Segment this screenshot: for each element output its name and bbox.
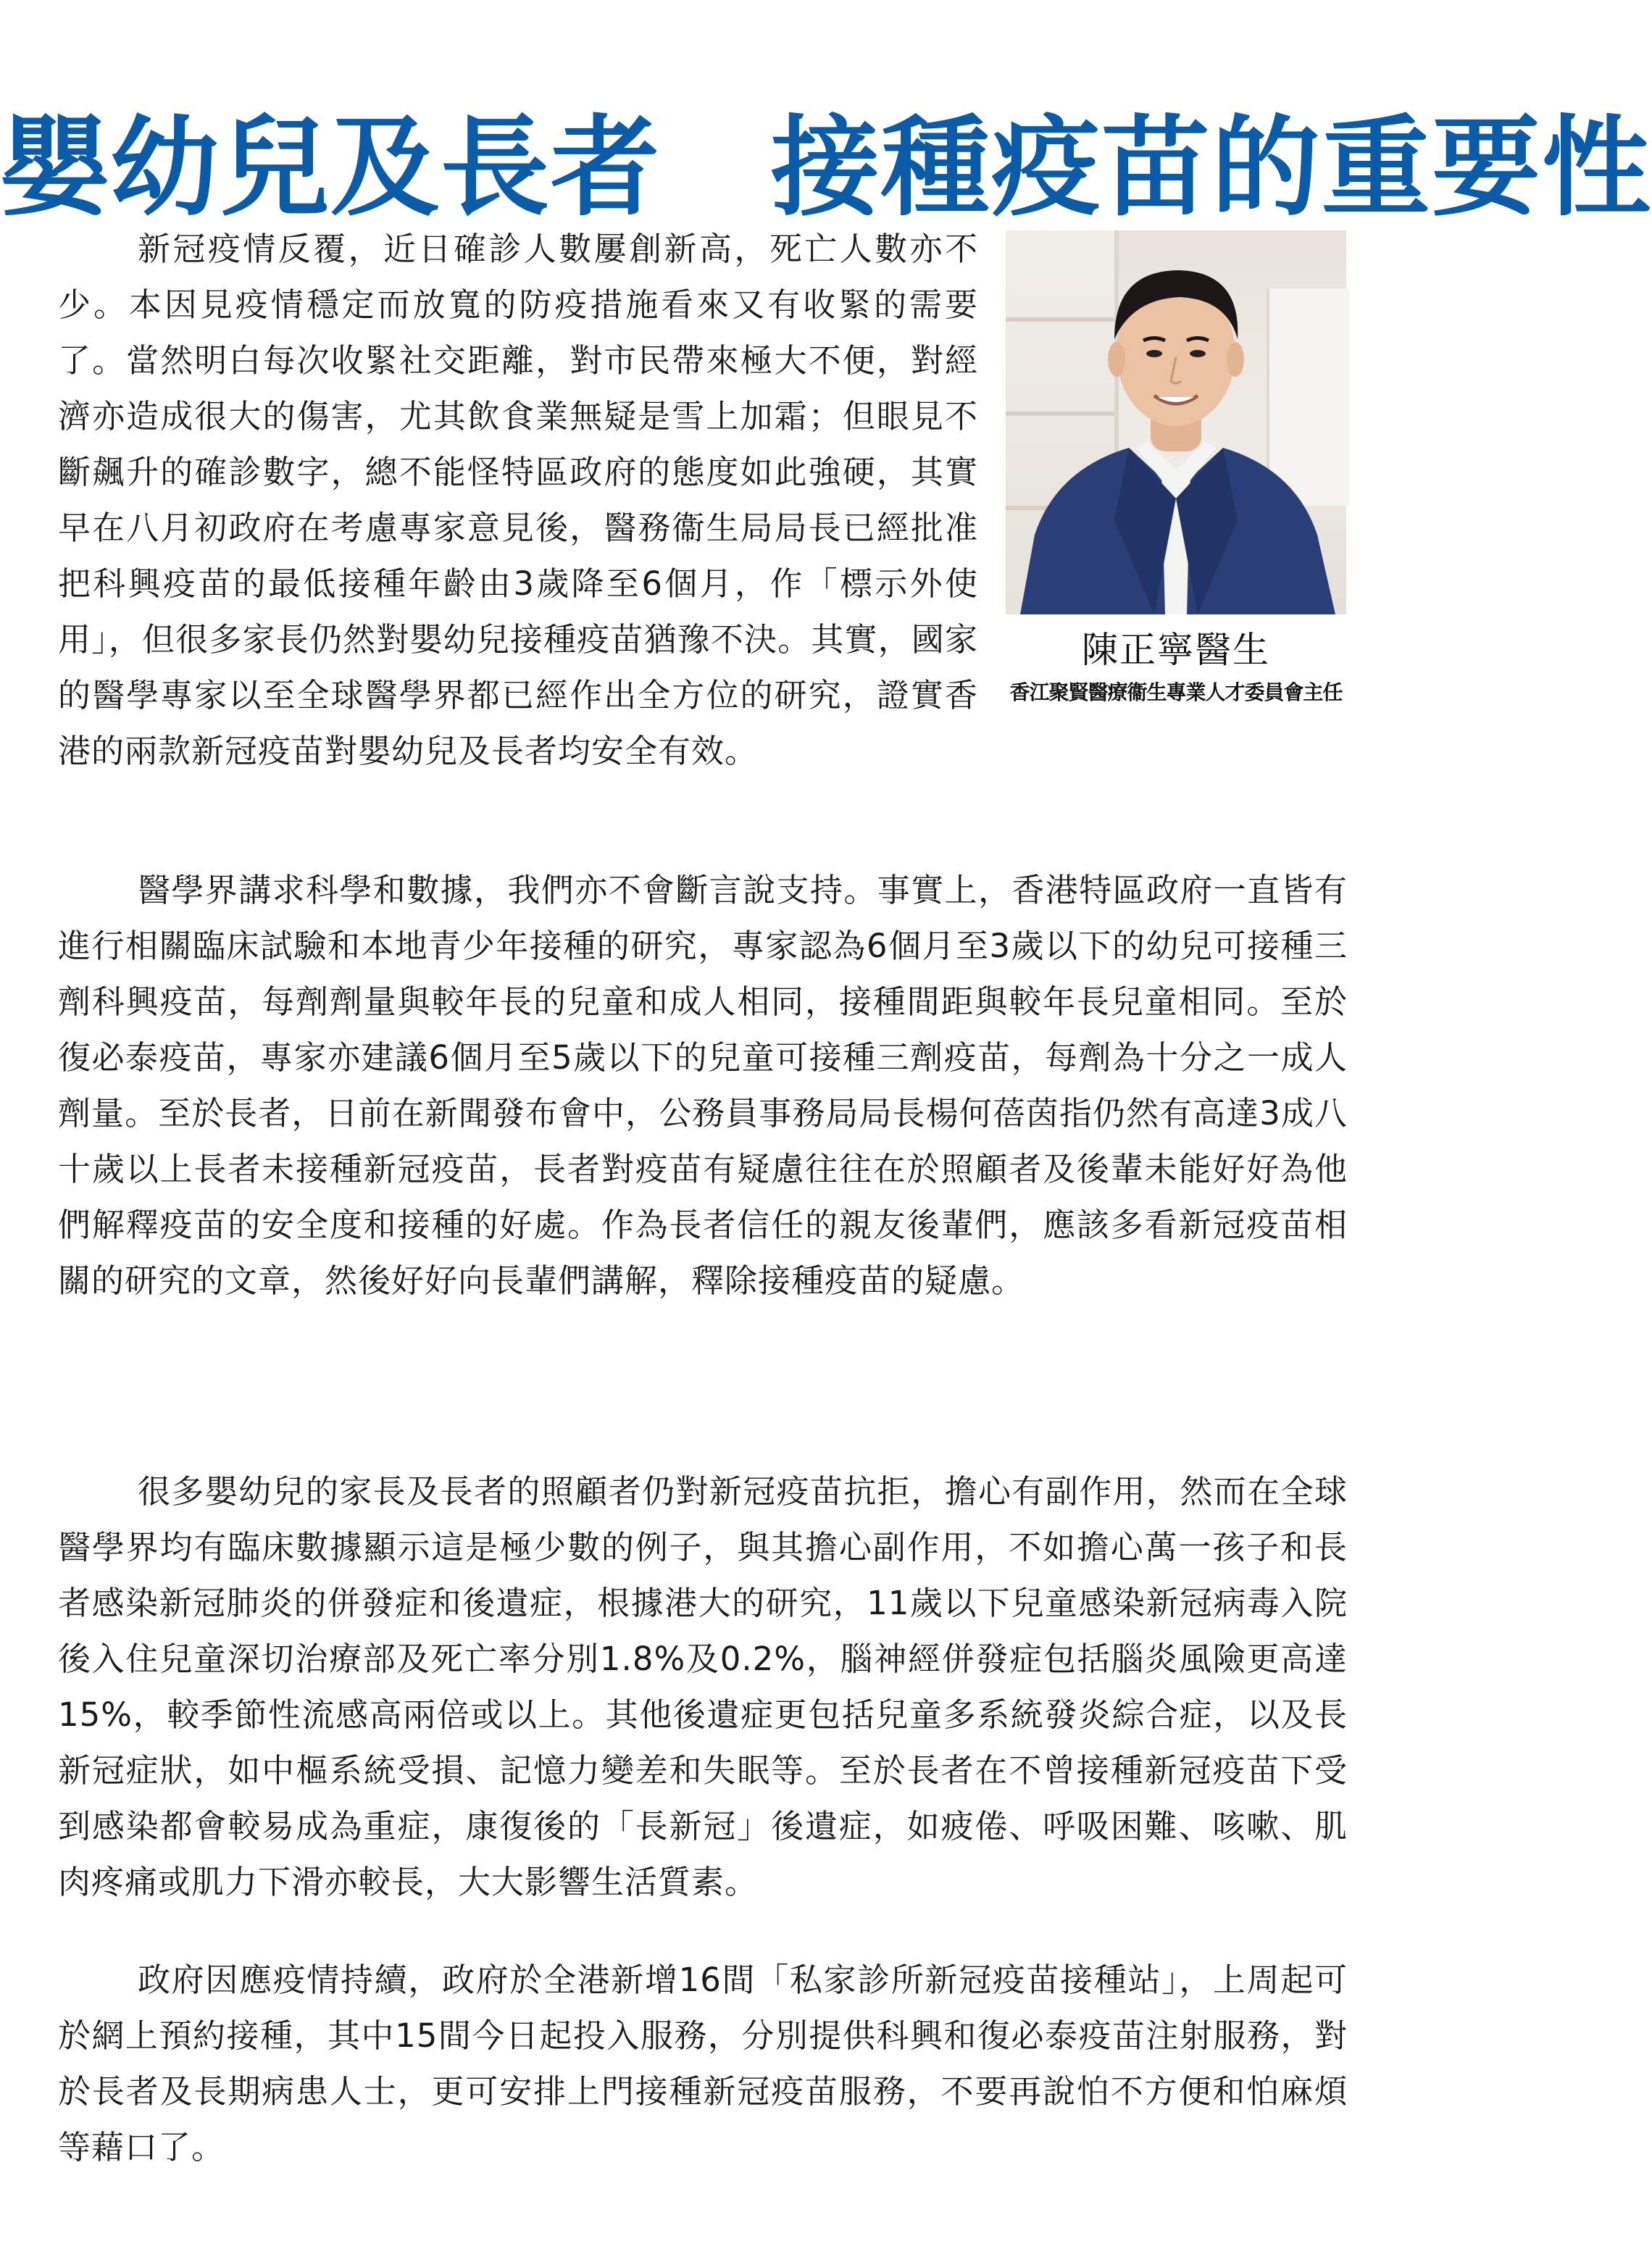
article-headline: 嬰幼兒及長者 接種疫苗的重要性 bbox=[0, 103, 1652, 231]
article-paragraph-2: 醫學界講求科學和數據，我們亦不會斷言說支持。事實上，香港特區政府一直皆有進行相關臨床試驗和本地青少年接種的研究，專家認為6個月至3歲以下的幼兒可接種三劑科興疫苗，每劑劑量與較年長的兒童和成人相同，接種間距與較年長兒童相同。至於復必泰疫苗，專家亦建議6個月至5歲以下的兒童可接種三劑疫苗，每劑為十分之一成人劑量。至於長者，日前在新聞發布會中，公務員事務局局長楊何蓓茵指仍然有高達3成八十歲以上長者未接種新冠疫苗，長者對疫苗有疑慮往往在於照顧者及後輩未能好好為他們解釋疫苗的安全度和接種的好處。作為長者信任的親友後輩們，應該多看新冠疫苗相關的研究的文章，然後好好向長輩們講解，釋除接種疫苗的疑慮。 bbox=[58, 871, 1348, 1300]
article-paragraph-1 bbox=[58, 221, 1348, 779]
author-name: 陳正寧醫生 bbox=[1082, 629, 1270, 671]
author-title: 香江聚賢醫療衞生專業人才委員會主任 bbox=[1009, 680, 1343, 704]
article-paragraph-3: 很多嬰幼兒的家長及長者的照顧者仍對新冠疫苗抗拒，擔心有副作用，然而在全球醫學界均有臨床數據顯示這是極少數的例子，與其擔心副作用，不如擔心萬一孩子和長者感染新冠肺炎的併發症和後遺症，根據港大的研究，11歲以下兒童感染新冠病毒入院後入住兒童深切治療部及死亡率分別1.8%及0.2%，腦神經併發症包括腦炎風險更高達15%，較季節性流感高兩倍或以上。其他後遺症更包括兒童多系統發炎綜合症，以及長新冠症狀，如中樞系統受損、記憶力變差和失眠等。至於長者在不曾接種新冠疫苗下受到感染都會較易成為重症，康復後的「長新冠」後遺症，如疲倦、呼吸困難、咳嗽、肌肉疼痛或肌力下滑亦較長，大大影響生活質素。 bbox=[58, 1472, 1348, 1901]
article-paragraph-1-text: 新冠疫情反覆，近日確診人數屢創新高，死亡人數亦不少。本因見疫情穩定而放寬的防疫措施看來又有收緊的需要了。當然明白每次收緊社交距離，對市民帶來極大不便，對經濟亦造成很大的傷害，尤其飲食業無疑是雪上加霜；但眼見不斷飆升的確診數字，總不能怪特區政府的態度如此強硬，其實早在八月初政府在考慮專家意見後，醫務衞生局局長已經批准把科興疫苗的最低接種年齡由3歲降至6個月，作「標示外使用」，但很多家長仍然對嬰幼兒接種疫苗猶豫不決。其實，國家的醫學專家以至全球醫學界都已經作出全方位的研究，證實香港的兩款新冠疫苗對嬰幼兒及長者均安全有效。 bbox=[58, 230, 978, 770]
photo-wrap-spacer bbox=[978, 221, 1348, 725]
article-paragraph-4: 政府因應疫情持續，政府於全港新增16間「私家診所新冠疫苗接種站」，上周起可於網上預約接種，其中15間今日起投入服務，分別提供科興和復必泰疫苗注射服務，對於長者及長期病患人士，更可安排上門接種新冠疫苗服務，不要再說怕不方便和怕麻煩等藉口了。 bbox=[58, 1961, 1348, 2166]
